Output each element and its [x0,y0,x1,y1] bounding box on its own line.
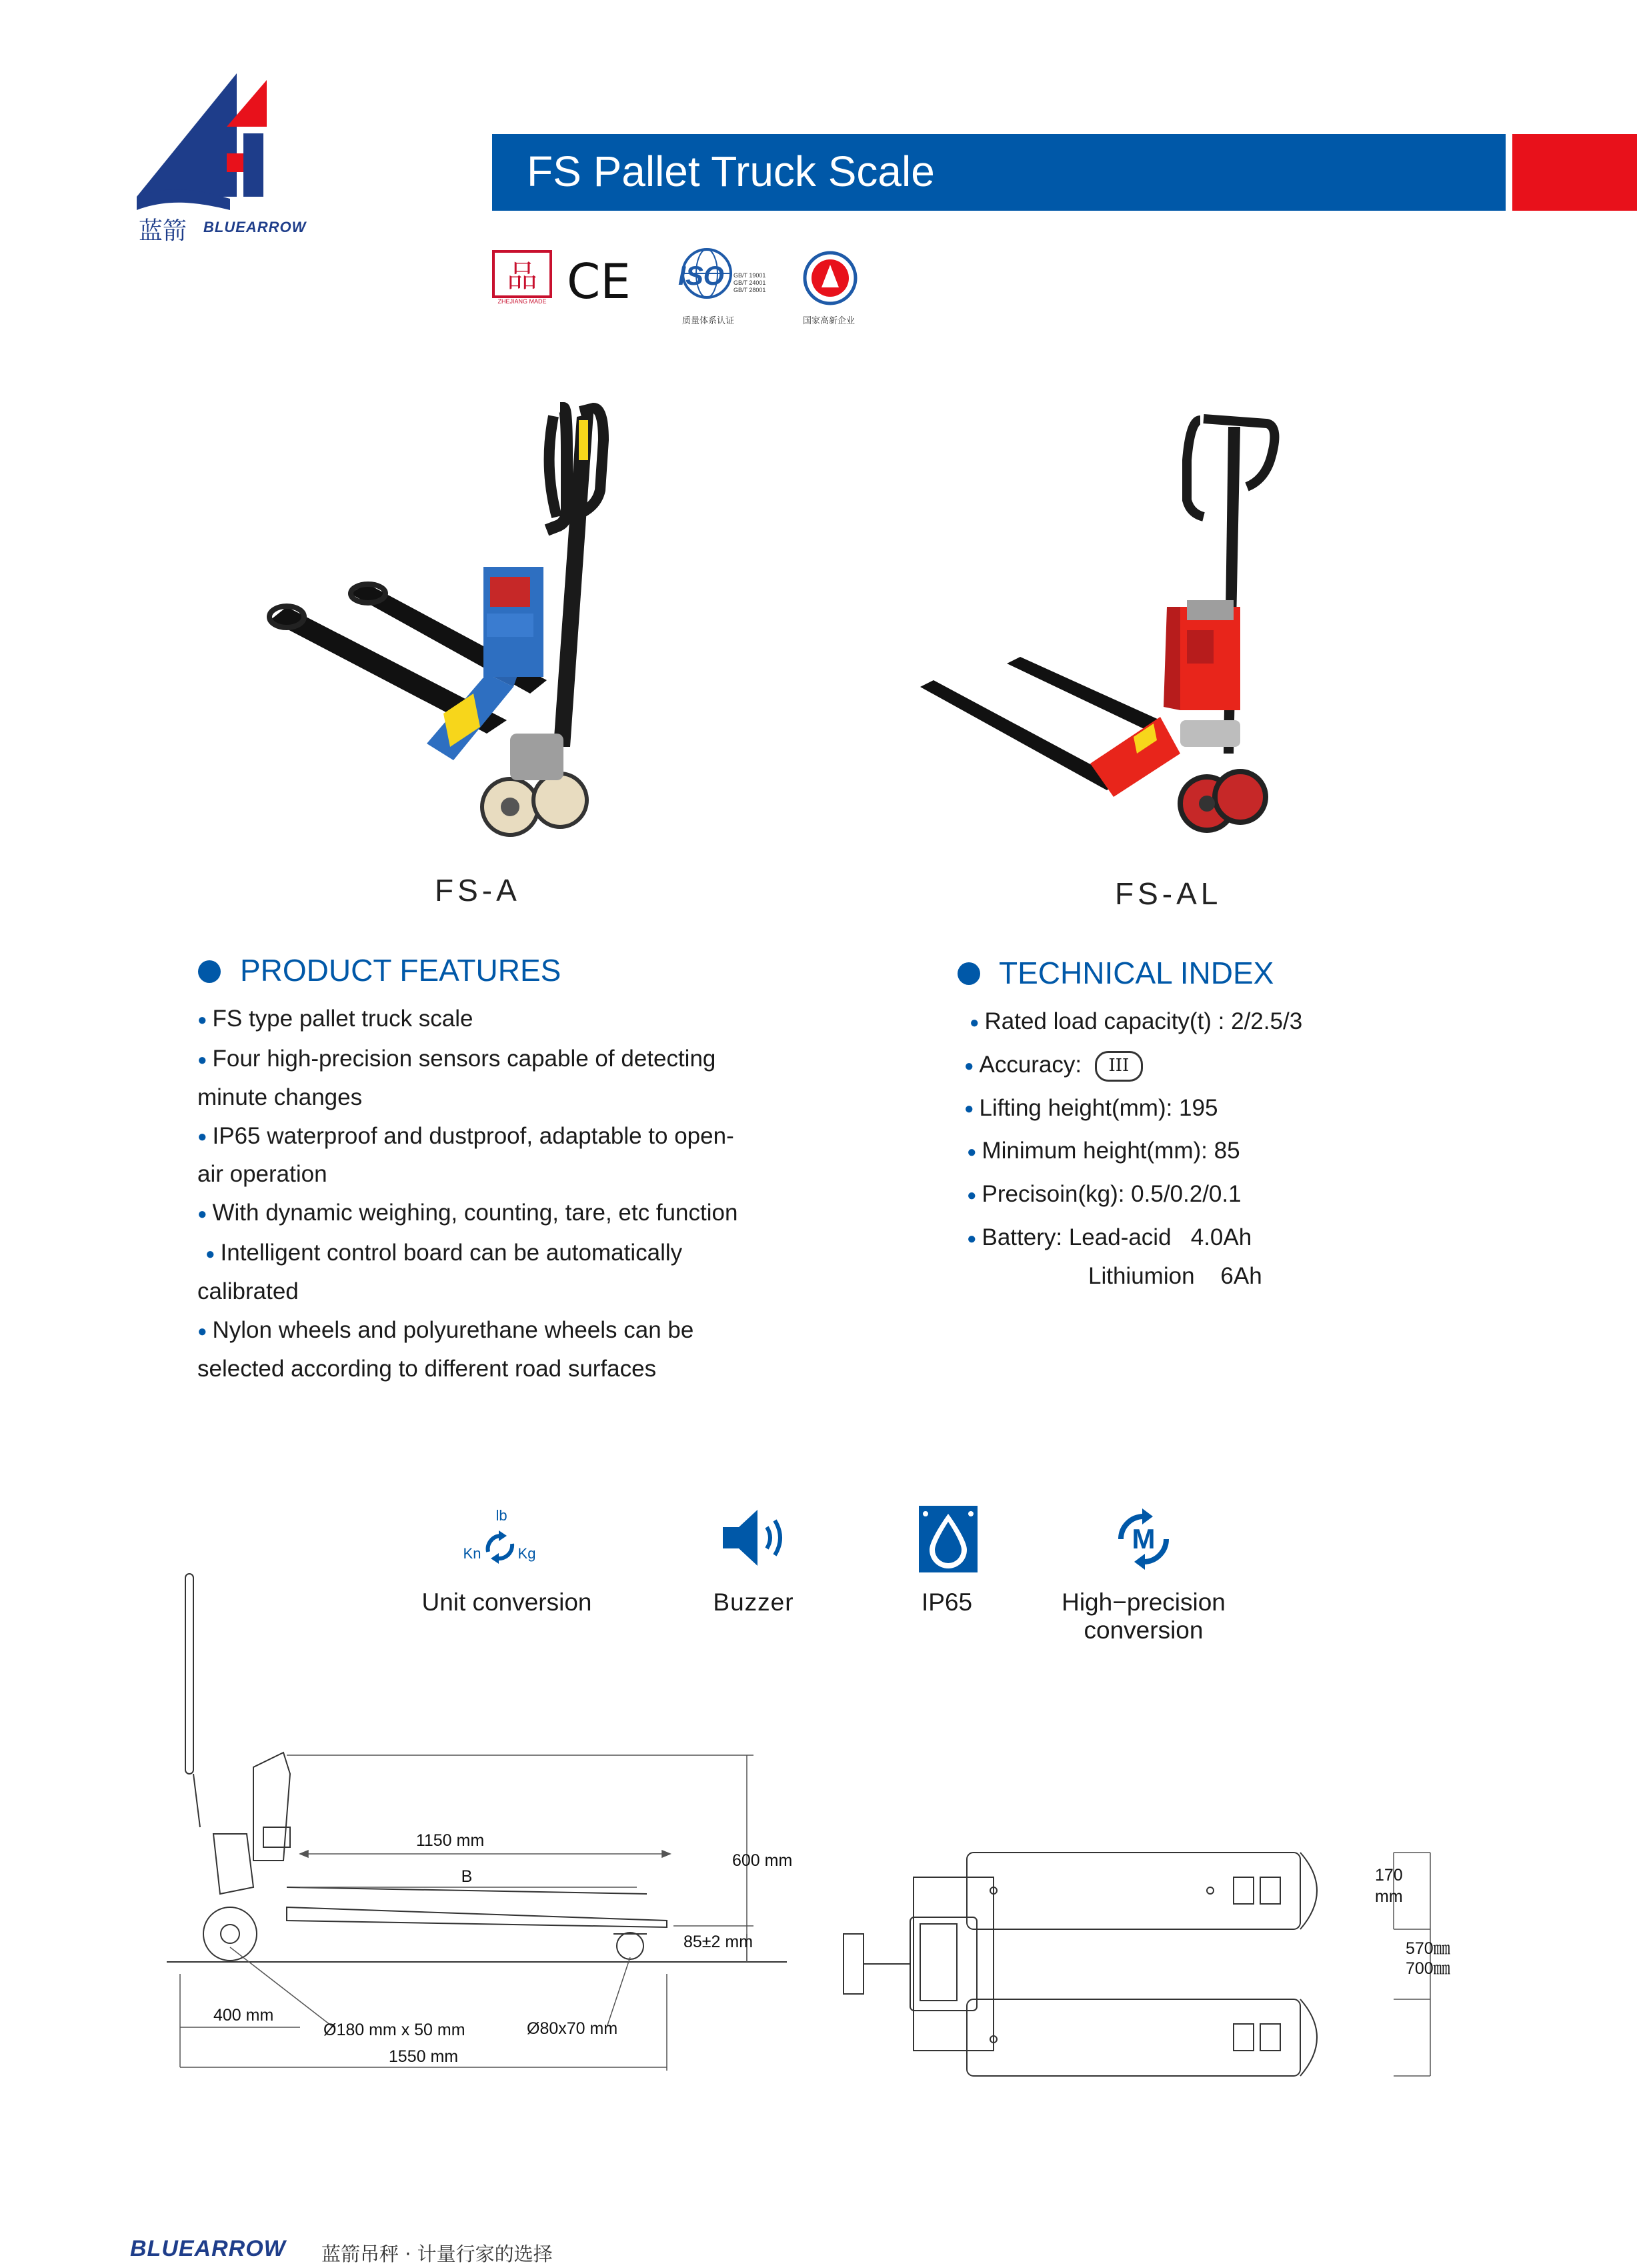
logo-english-text: BLUEARROW [203,219,307,235]
unit-conversion-icon [460,1504,540,1584]
feature-item: ● Nylon wheels and polyurethane wheels can be selected according to different road surfaces [197,1316,694,1382]
iso-caption: 质量体系认证 [682,315,735,325]
feature-item: ● FS type pallet truck scale [197,1006,473,1032]
dim-85: 85±2 mm [683,1933,753,1951]
dim-fork-170: 170 [1375,1866,1403,1885]
feature-item: ● IP65 waterproof and dustproof, adaptable to open- air operation [197,1122,734,1188]
technical-title: TECHNICAL INDEX [999,956,1274,990]
svg-text:Kg: Kg [517,1545,536,1562]
iso-text: ISO [678,261,724,291]
unit-conversion-label: Unit conversion [421,1588,592,1616]
svg-text:lb: lb [495,1507,507,1524]
tech-item: ● Precisoin(kg): 0.5/0.2/0.1 [967,1181,1242,1207]
svg-text:M: M [1132,1523,1156,1554]
dim-load-wheel: Ø80x70 mm [527,2019,618,2038]
dim-1150: 1150 mm [415,1831,485,1850]
feature-item: ● Four high-precision sensors capable of detecting minute changes [197,1045,716,1110]
feature-item: ● With dynamic weighing, counting, tare, etc function [197,1200,738,1226]
iso-certification-badge [670,247,777,327]
high-precision-icon [1104,1499,1184,1579]
tech-item: ● Lifting height(mm): 195 [964,1094,1218,1121]
svg-text:品: 品 [507,258,537,294]
footer-brand-english: BLUEARROW [130,2236,286,2261]
tech-item: ● Accuracy: III [964,1046,1431,1085]
page-title: FS Pallet Truck Scale [527,147,935,195]
tech-item: ● Battery: Lead-acid 4.0Ah [967,1224,1252,1250]
zhejiang-made-badge [492,250,552,307]
zhejiang-made-caption: ZHEJIANG MADE [497,298,547,305]
top-view-dimension-drawing [827,1841,1494,2094]
dim-1550: 1550 mm [388,2047,459,2066]
ip65-label: IP65 [921,1588,973,1616]
tech-item: ● Minimum height(mm): 85 [967,1138,1240,1164]
tech-item: ● Rated load capacity(t) : 2/2.5/3 [970,1008,1303,1034]
fs-a-product-image [267,400,720,854]
high-tech-enterprise-badge [800,250,867,330]
logo-chinese-text: 蓝箭 [139,217,187,245]
svg-text:Kn: Kn [463,1545,481,1562]
fs-al-product-image [920,407,1347,834]
buzzer-icon [713,1500,793,1580]
dim-600: 600 mm [732,1851,793,1870]
title-accent-red [1512,134,1637,211]
features-list [197,1000,811,1389]
model-label-fs-a: FS-A [435,873,521,908]
dim-width-570: 570㎜ [1406,1939,1450,1958]
ce-mark-icon: CE [567,253,631,309]
dim-b: B [461,1867,473,1886]
feature-item: ● Intelligent control board can be automatically calibrated [197,1240,683,1304]
buzzer-label: Buzzer [713,1588,794,1616]
hightech-caption: 国家高新企业 [803,315,856,325]
dim-width-700: 700㎜ [1406,1959,1450,1978]
dim-400: 400 mm [213,2006,274,2025]
ip65-waterdrop-icon [919,1506,978,1572]
tech-item: Lithiumion 6Ah [1088,1262,1262,1289]
model-label-fs-al: FS-AL [1115,876,1222,911]
dim-main-wheel: Ø180 mm x 50 mm [323,2021,465,2039]
iso-standards: GB/T 19001 GB/T 24001 GB/T 28001 [733,272,766,293]
technical-list [964,1003,1431,1300]
side-view-dimension-drawing [153,1574,820,2081]
features-section-dot [198,960,221,983]
high-precision-label: High−precision conversion [1062,1588,1226,1644]
footer-brand-chinese: 蓝箭吊秤 · 计量行家的选择 [321,2243,553,2265]
accuracy-class-icon: III [1095,1051,1143,1082]
features-title: PRODUCT FEATURES [240,953,561,988]
technical-section-dot [958,962,980,985]
dim-fork-170-unit: mm [1375,1887,1403,1906]
